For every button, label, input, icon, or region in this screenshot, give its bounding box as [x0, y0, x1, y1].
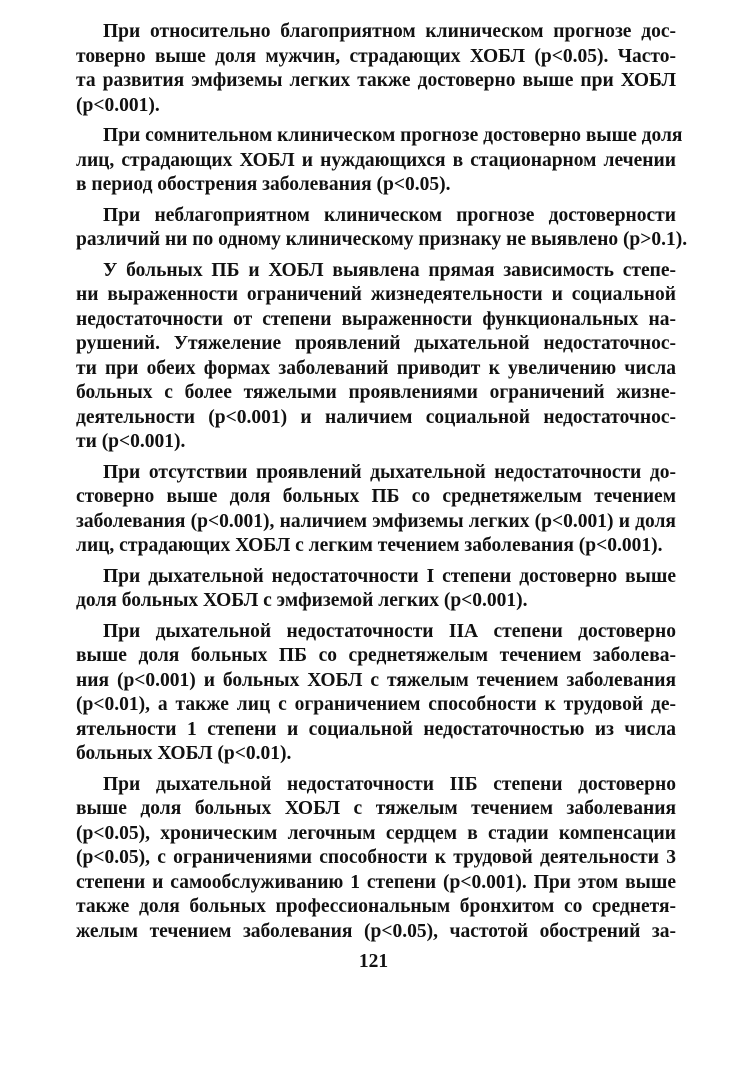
- page-number: 121: [358, 951, 389, 972]
- text-line: (р<0.01), а также лиц с ограничением способности к трудовой де-: [76, 694, 676, 715]
- text-line: (р<0.001).: [76, 94, 160, 116]
- text-line: выше доля больных ПБ со среднетяжелым течением заболева-: [76, 645, 676, 666]
- text-line: доля больных ХОБЛ с эмфиземой легких (р<0.001).: [76, 590, 528, 611]
- text-line: При сомнительном клиническом прогнозе достоверно выше доля: [103, 125, 683, 146]
- text-line: При дыхательной недостаточности I степени достоверно выше: [103, 565, 676, 587]
- text-line: желым течением заболевания (р<0.05), частотой обострений за-: [76, 920, 676, 942]
- paragraph: [76, 204, 688, 253]
- text-line: При неблагоприятном клиническом прогнозе достоверности: [103, 204, 676, 226]
- text-line: ни выраженности ограничений жизнедеятельности и социальной: [76, 284, 676, 305]
- text-line: ти (р<0.001).: [76, 431, 186, 452]
- paragraph: [76, 461, 676, 559]
- text-line: выше доля больных ХОБЛ с тяжелым течением заболевания: [76, 798, 676, 819]
- text-line: лиц, страдающих ХОБЛ и нуждающихся в стационарном лечении: [76, 149, 676, 171]
- text-line: рушений. Утяжеление проявлений дыхательной недостаточнос-: [76, 333, 676, 354]
- text-line: степени и самообслуживанию 1 степени (р<0.001). При этом выше: [76, 871, 676, 893]
- text-line: лиц, страдающих ХОБЛ с легким течением заболевания (р<0.001).: [76, 535, 663, 556]
- paragraph: [76, 259, 676, 455]
- text-line: ятельности 1 степени и социальной недостаточностью из числа: [76, 718, 676, 740]
- text-line: При дыхательной недостаточности IIА степени достоверно: [103, 620, 676, 642]
- text-line: заболевания (р<0.001), наличием эмфиземы легких (р<0.001) и доля: [76, 510, 676, 532]
- text-line: больных ХОБЛ (р<0.01).: [76, 743, 292, 764]
- text-line: При отсутствии проявлений дыхательной недостаточности до-: [103, 461, 676, 483]
- text-line: также доля больных профессиональным бронхитом со среднетя-: [76, 896, 676, 917]
- text-line: ти при обеих формах заболеваний приводит к увеличению числа: [76, 357, 676, 379]
- paragraph: [76, 773, 676, 945]
- text-line: больных с более тяжелыми проявлениями ограничений жизне-: [76, 382, 676, 403]
- text-line: та развития эмфиземы легких также достоверно выше при ХОБЛ: [76, 70, 676, 91]
- text-line: При относительно благоприятном клиническом прогнозе дос-: [103, 21, 676, 42]
- text-line: различий ни по одному клиническому признаку не выявлено (р>0.1).: [76, 229, 688, 250]
- paragraph: [76, 20, 676, 118]
- text-line: ния (р<0.001) и больных ХОБЛ с тяжелым течением заболевания: [76, 669, 676, 691]
- text-line: (р<0.05), с ограничениями способности к трудовой деятельности 3: [76, 847, 676, 868]
- text-line: При дыхательной недостаточности IIБ степени достоверно: [103, 773, 676, 795]
- paragraph: [76, 124, 683, 198]
- text-line: деятельности (р<0.001) и наличием социальной недостаточнос-: [76, 406, 676, 428]
- paragraph: [76, 565, 676, 614]
- text-line: стоверно выше доля больных ПБ со среднетяжелым течением: [76, 486, 676, 507]
- text-line: недостаточности от степени выраженности функциональных на-: [76, 308, 676, 330]
- text-line: У больных ПБ и ХОБЛ выявлена прямая зависимость степе-: [103, 259, 676, 281]
- paragraph: [76, 620, 676, 767]
- body-text: [76, 20, 688, 950]
- text-line: в период обострения заболевания (р<0.05).: [76, 174, 451, 195]
- text-line: товерно выше доля мужчин, страдающих ХОБЛ (р<0.05). Часто-: [76, 45, 676, 67]
- text-line: (р<0.05), хроническим легочным сердцем в стадии компенсации: [76, 822, 676, 844]
